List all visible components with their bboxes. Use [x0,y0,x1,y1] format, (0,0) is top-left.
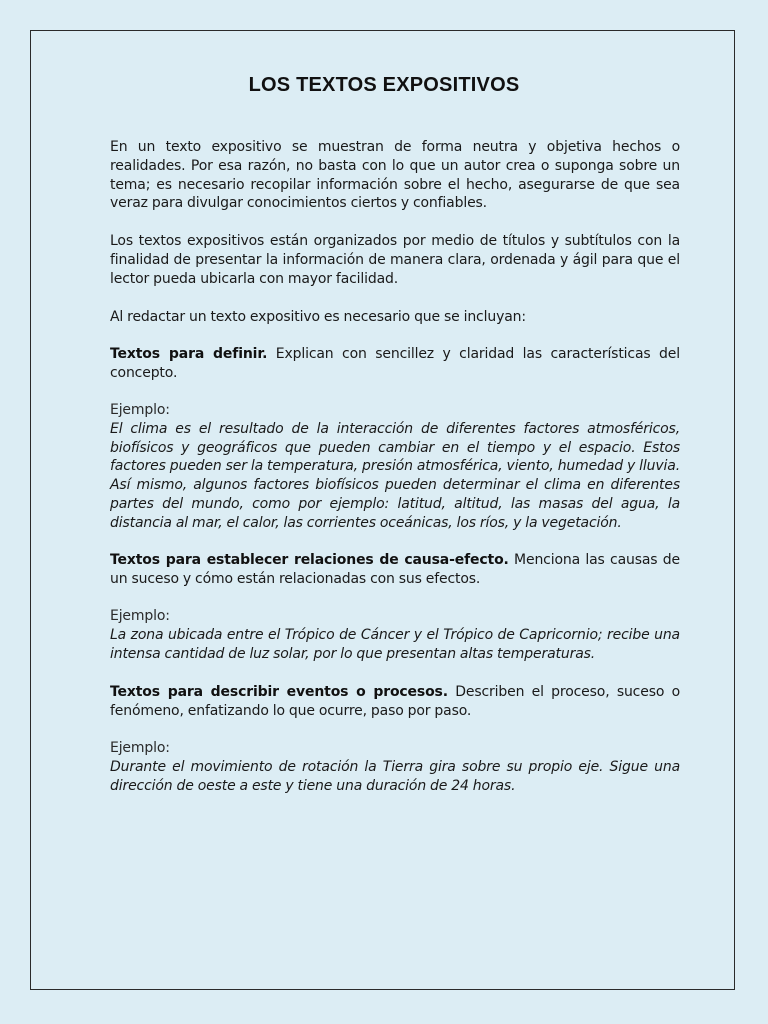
section-definir [110,345,680,383]
example-causa-efecto-text: La zona ubicada entre el Trópico de Cáncer y el Trópico de Capricornio; recibe una intensa cantidad de luz solar, por lo que presentan altas temperaturas. [110,626,680,662]
paragraph-organization-text: Los textos expositivos están organizados por medio de títulos y subtítulos con la finalidad de presentar la información de manera clara, ordenada y ágil para que el lector pueda ubicarla con mayor facilidad. [110,233,680,287]
section-causa-efecto-body: Menciona las causas de un suceso y cómo están relacionadas con sus efectos. [110,552,680,587]
section-definir-body: Explican con sencillez y claridad las características del concepto. [110,346,680,381]
paragraph-intro [110,138,680,213]
section-procesos-heading: Textos para describir eventos o procesos. [110,684,448,700]
example-definir-text: El clima es el resultado de la interacción de diferentes factores atmosféricos, biofísicos y geográficos que pueden cambiar en el tiempo y el espacio. Estos factores pueden ser la temperatura, presión atmosférica, viento, humedad y lluvia. Así mismo, algunos factores biofísicos pueden determinar el clima en diferentes partes del mundo, como por ejemplo: latitud, altitud, las masas del agua, la distancia al mar, el calor, las corrientes oceánicas, los ríos, y la vegetación. [110,420,680,531]
paragraph-intro-text: En un texto expositivo se muestran de forma neutra y objetiva hechos o realidades. Por esa razón, no basta con lo que un autor crea o suponga sobre un tema; es necesario recopilar información sobre el hecho, asegurarse de que sea veraz para divulgar conocimientos ciertos y confiables. [110,139,680,212]
section-causa-efecto-heading: Textos para establecer relaciones de causa-efecto. [110,552,509,568]
example-label: Ejemplo: [110,402,170,418]
paragraph-requirements-text: Al redactar un texto expositivo es necesario que se incluyan: [110,309,526,325]
example-definir [110,401,680,533]
section-procesos [110,683,680,721]
example-procesos-text: Durante el movimiento de rotación la Tierra gira sobre su propio eje. Sigue una dirección de oeste a este y tiene una duración de 24 horas. [110,758,680,794]
paragraph-organization [110,232,680,288]
section-definir-heading: Textos para definir. [110,346,268,362]
example-causa-efecto [110,607,680,663]
paragraph-requirements [110,308,680,327]
document-title: LOS TEXTOS EXPOSITIVOS [248,74,520,96]
example-label: Ejemplo: [110,608,170,624]
section-causa-efecto [110,551,680,589]
section-procesos-body: Describen el proceso, suceso o fenómeno, enfatizando lo que ocurre, paso por paso. [110,684,681,719]
example-procesos [110,739,680,795]
example-label: Ejemplo: [110,740,170,756]
